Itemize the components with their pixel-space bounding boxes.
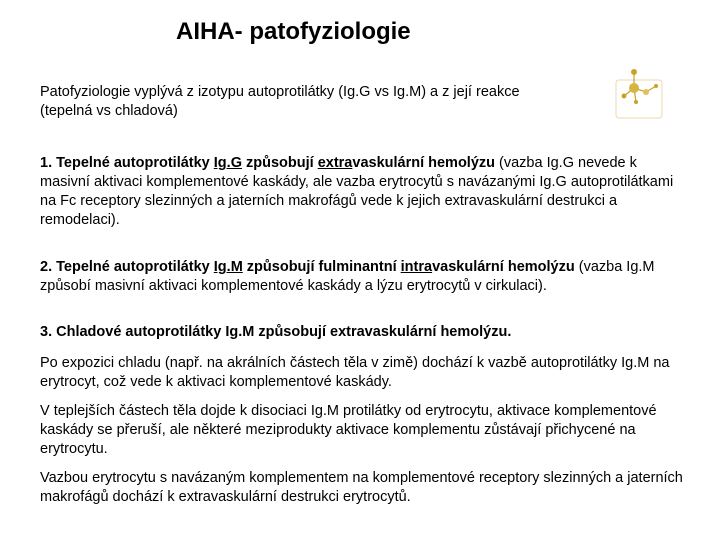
point-1-head-a: 1. Tepelné autoprotilátky bbox=[40, 155, 214, 171]
point-2-head-c: způsobují fulminantní bbox=[242, 259, 401, 275]
point-1-paragraph bbox=[40, 154, 690, 230]
point-1-text: (vazba Ig.G nevede k masivní aktivaci komplementové kaskády, ale vazba erytrocytů s navázanými Ig.G autoprotilátkami na Fc receptory slezinných a jaterních makrofágů vede k jejich extravaskulární destrukci a remodelaci). bbox=[40, 155, 674, 228]
point-2-head-a: 2. Tepelné autoprotilátky bbox=[40, 259, 214, 275]
point-1-head-igg: Ig.G bbox=[213, 155, 242, 171]
point-1-head-e: vaskulární hemolýzu bbox=[352, 155, 496, 171]
point-2-head-intra: intra bbox=[400, 259, 433, 275]
point-3-sub-3: Vazbou erytrocytu s navázaným komplementem na komplementové receptory slezinných a jaterních makrofágů dochází k extravaskulární destrukci erytrocytů. bbox=[40, 470, 683, 505]
intro-paragraph bbox=[40, 83, 690, 121]
point-3-sub-2: V teplejších částech těla dojde k disociaci Ig.M protilátky od erytrocytu, aktivace komplementové kaskády se přeruší, ale některé meziprodukty aktivace komplementu zůstávají přichycené na erytrocytu. bbox=[40, 403, 657, 457]
intro-line-2: (tepelná vs chladová) bbox=[40, 103, 178, 119]
point-2-text: (vazba Ig.M způsobí masivní aktivaci komplementové kaskády a lýzu erytrocytů v cirkulaci). bbox=[40, 259, 655, 294]
point-2-head-e: vaskulární hemolýzu bbox=[432, 259, 575, 275]
point-3-sub-1: Po expozici chladu (např. na akrálních částech těla v zimě) dochází k vazbě autoprotilátky Ig.M na erytrocyt, což vede k aktivaci komplementové kaskády. bbox=[40, 355, 670, 390]
page-title: AIHA- patofyziologie bbox=[176, 18, 411, 45]
point-1-head-extra: extra bbox=[317, 155, 353, 171]
point-1-head-c: způsobují bbox=[241, 155, 318, 171]
point-2-head-igm: Ig.M bbox=[213, 259, 243, 275]
point-2-paragraph bbox=[40, 258, 690, 296]
intro-line-1: Patofyziologie vyplývá z izotypu autoprotilátky (Ig.G vs Ig.M) a z její reakce bbox=[40, 84, 520, 100]
point-3-heading: 3. Chladové autoprotilátky Ig.M způsobují extravaskulární hemolýzu. bbox=[40, 324, 512, 340]
